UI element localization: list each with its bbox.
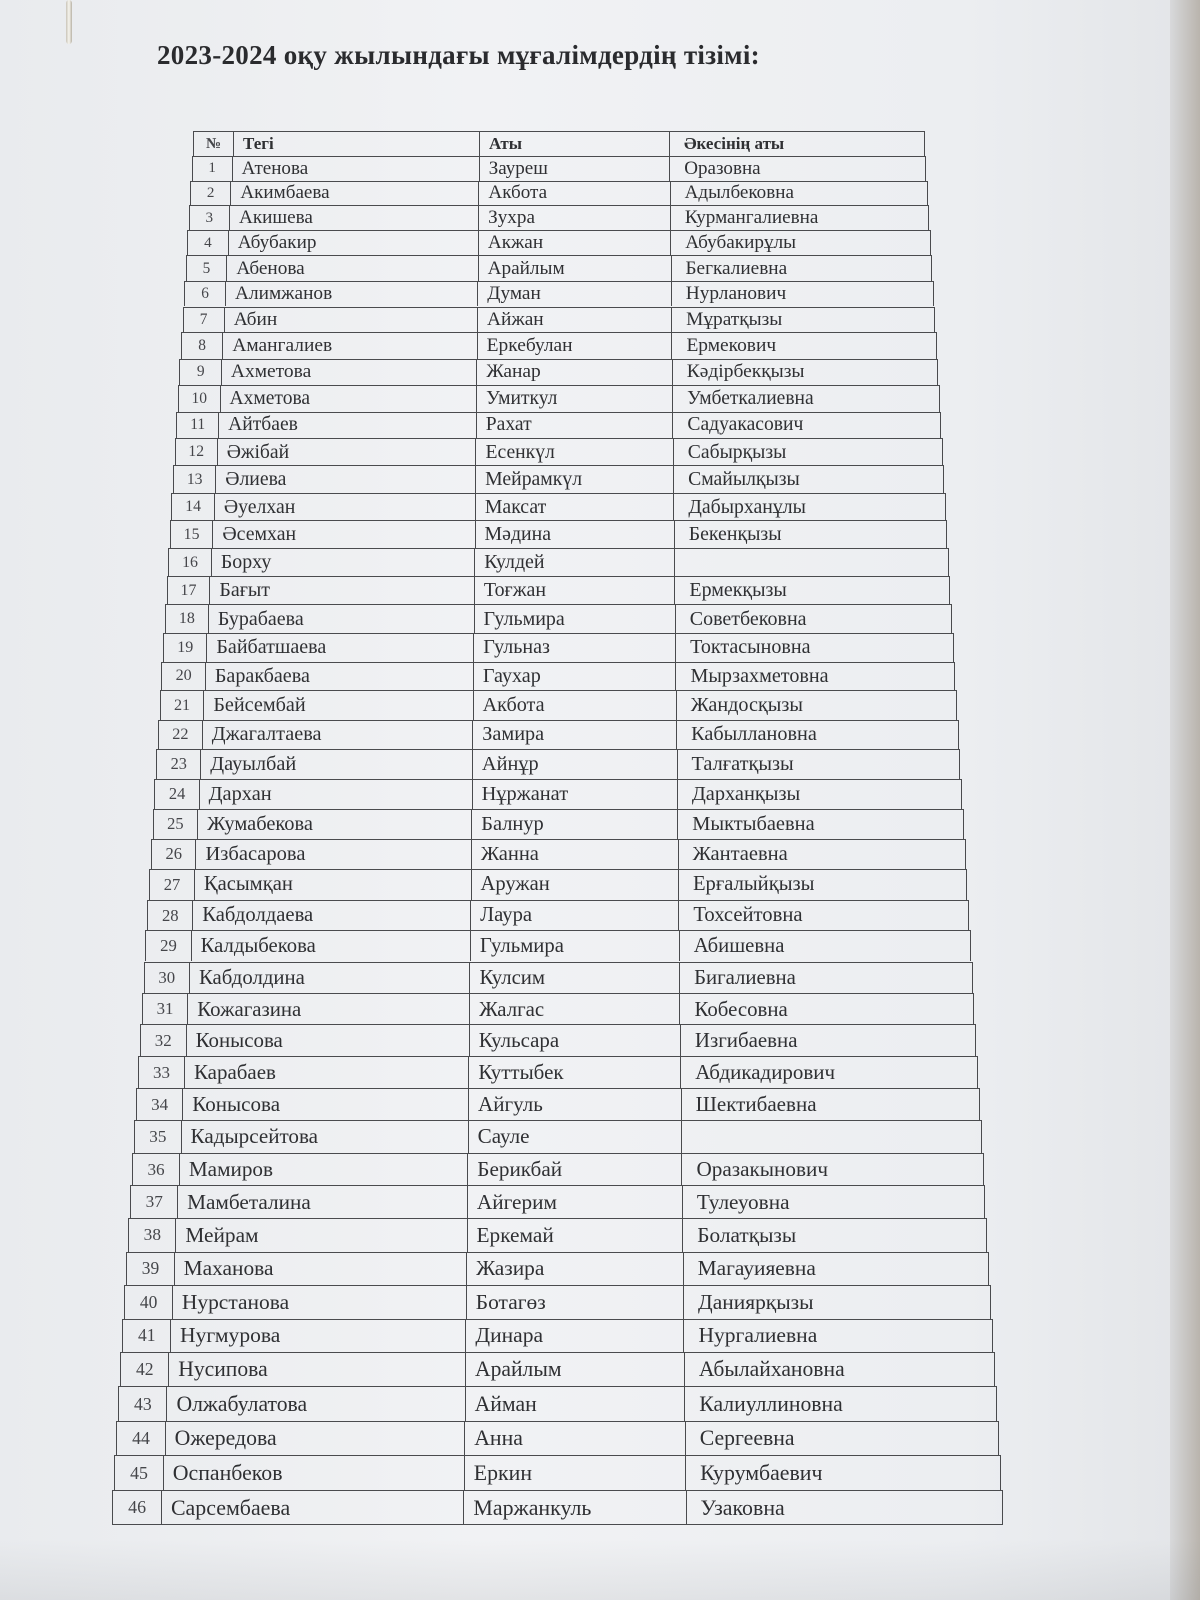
patronymic-cell xyxy=(681,1121,983,1152)
table-row xyxy=(153,809,964,839)
name-cell: Кулсим xyxy=(469,963,679,993)
row-number: 35 xyxy=(149,1126,167,1146)
name-cell: Гульмира xyxy=(470,931,679,961)
row-number: 42 xyxy=(136,1359,154,1380)
name-cell: Мейрамкүл xyxy=(475,466,673,492)
table-row xyxy=(181,332,937,358)
patronymic-cell: Жандосқызы xyxy=(676,691,958,719)
surname-cell: Мамиров xyxy=(179,1154,467,1186)
surname-cell: Ахметова xyxy=(221,360,476,385)
row-number: 21 xyxy=(173,696,191,715)
patronymic-cell: Узаковна xyxy=(686,1491,1004,1524)
name-cell: Акбота xyxy=(473,691,676,719)
patronymic-cell: Садуакасович xyxy=(672,413,942,439)
name-cell: Динара xyxy=(465,1320,683,1353)
surname-cell: Абин xyxy=(224,308,477,333)
row-number: 27 xyxy=(163,874,181,894)
name-cell: Замира xyxy=(472,721,676,749)
name-cell: Акбота xyxy=(478,182,669,206)
name-cell: Зухра xyxy=(478,206,670,230)
patronymic-cell: Абдикадирович xyxy=(680,1057,979,1088)
table-row xyxy=(167,576,951,604)
surname-cell: Кожагазина xyxy=(187,994,469,1025)
header-patronymic: Әкесінің аты xyxy=(669,132,926,156)
row-number: 5 xyxy=(202,259,211,277)
table-row xyxy=(156,749,960,779)
photo-shadow xyxy=(0,1540,1200,1600)
row-number: 3 xyxy=(205,209,214,227)
table-row xyxy=(173,465,944,492)
surname-cell: Алимжанов xyxy=(225,282,477,307)
patronymic-cell: Мыктыбаевна xyxy=(677,810,965,839)
surname-cell: Маханова xyxy=(174,1253,467,1285)
surname-cell: Акимбаева xyxy=(230,182,478,206)
patronymic-cell: Нурланович xyxy=(671,282,935,307)
patronymic-cell: Мұратқызы xyxy=(671,308,936,333)
name-cell: Куттыбек xyxy=(468,1057,680,1088)
surname-cell: Бурабаева xyxy=(208,605,474,632)
table-row xyxy=(145,930,970,961)
row-number: 37 xyxy=(145,1192,163,1212)
patronymic-cell: Абишевна xyxy=(679,931,972,961)
name-cell: Арайлым xyxy=(478,256,671,280)
row-number: 36 xyxy=(147,1159,165,1179)
table-row xyxy=(179,359,938,385)
surname-cell: Кабдолдаева xyxy=(192,901,470,931)
row-number: 33 xyxy=(152,1062,170,1082)
row-number: 45 xyxy=(130,1462,148,1483)
patronymic-cell: Кобесовна xyxy=(679,994,975,1025)
patronymic-cell: Ерғалыйқызы xyxy=(678,870,968,900)
patronymic-cell: Бегкалиевна xyxy=(671,256,934,280)
name-cell: Мәдина xyxy=(475,521,674,548)
row-number: 29 xyxy=(160,936,177,956)
patronymic-cell: Оразакынович xyxy=(681,1154,984,1186)
surname-cell: Мамбеталина xyxy=(177,1186,467,1218)
row-number: 12 xyxy=(188,443,205,461)
row-number: 18 xyxy=(178,610,195,628)
table-row xyxy=(158,720,959,749)
row-number: 19 xyxy=(177,638,194,656)
name-cell: Маржанкуль xyxy=(463,1491,685,1524)
surname-cell: Баракбаева xyxy=(205,663,473,691)
patronymic-cell: Сабырқызы xyxy=(673,439,944,465)
patronymic-cell: Абылайхановна xyxy=(684,1353,996,1386)
surname-cell: Сарсембаева xyxy=(161,1491,463,1524)
name-cell: Лаура xyxy=(470,901,678,931)
surname-cell: Абенова xyxy=(226,256,477,280)
background-edge xyxy=(1170,0,1200,1600)
surname-cell: Нусипова xyxy=(168,1353,465,1386)
patronymic-cell: Ермекқызы xyxy=(674,577,951,604)
row-number: 8 xyxy=(198,336,207,354)
patronymic-cell: Ермекович xyxy=(671,333,937,358)
name-cell: Думан xyxy=(477,282,671,307)
patronymic-cell: Токтасыновна xyxy=(675,634,955,662)
surname-cell: Ахметова xyxy=(220,386,477,412)
patronymic-cell: Жантаевна xyxy=(678,840,967,869)
table-row xyxy=(144,962,973,993)
name-cell: Айжан xyxy=(477,308,671,333)
patronymic-cell: Талғатқызы xyxy=(677,750,962,779)
row-number: 43 xyxy=(134,1393,152,1414)
name-cell: Арайлым xyxy=(465,1353,684,1386)
row-number: 9 xyxy=(196,363,205,381)
name-cell: Гульназ xyxy=(473,634,675,662)
row-number: 4 xyxy=(204,234,212,252)
patronymic-cell: Магауияевна xyxy=(683,1253,991,1285)
table-row xyxy=(112,1490,1003,1525)
table-row xyxy=(128,1218,987,1251)
table-row xyxy=(126,1252,989,1285)
patronymic-cell: Абубакирұлы xyxy=(670,231,931,255)
row-number: 31 xyxy=(156,999,174,1019)
table-row xyxy=(160,690,957,719)
row-number: 28 xyxy=(161,905,179,925)
name-cell: Гульмира xyxy=(474,605,675,632)
surname-cell: Олжабулатова xyxy=(166,1387,464,1420)
surname-cell: Айтбаев xyxy=(218,413,476,439)
surname-cell: Жумабекова xyxy=(197,810,471,839)
surname-cell: Конысова xyxy=(182,1089,468,1120)
patronymic-cell: Дабырханұлы xyxy=(673,494,946,521)
name-cell: Сауле xyxy=(468,1121,681,1152)
patronymic-cell: Нургалиевна xyxy=(683,1320,994,1353)
row-number: 22 xyxy=(172,725,189,744)
row-number: 44 xyxy=(132,1428,150,1449)
surname-cell: Ожередова xyxy=(165,1422,465,1456)
patronymic-cell xyxy=(674,549,950,576)
row-number: 23 xyxy=(170,754,187,774)
table-row xyxy=(147,900,969,931)
patronymic-cell: Шектибаевна xyxy=(681,1089,981,1120)
patronymic-cell: Дарханқызы xyxy=(677,780,963,809)
table-row xyxy=(176,412,941,439)
surname-cell: Избасарова xyxy=(195,840,470,869)
header-surname: Тегі xyxy=(233,132,479,156)
surname-cell: Борху xyxy=(211,549,474,576)
name-cell: Еркин xyxy=(464,1456,685,1490)
surname-cell: Амангалиев xyxy=(222,333,476,358)
row-number: 11 xyxy=(190,416,206,434)
patronymic-cell: Курмангалиевна xyxy=(670,206,930,230)
table-row xyxy=(189,205,930,230)
table-row xyxy=(183,307,935,333)
row-number: 38 xyxy=(143,1225,161,1245)
name-cell: Умиткул xyxy=(476,386,672,412)
row-number: 25 xyxy=(167,814,184,834)
table-row xyxy=(114,1455,1001,1490)
name-cell: Айнұр xyxy=(472,750,677,779)
surname-cell: Карабаев xyxy=(184,1057,468,1088)
patronymic-cell: Бигалиевна xyxy=(679,963,973,993)
surname-cell: Оспанбеков xyxy=(163,1456,464,1490)
row-number: 14 xyxy=(185,498,202,516)
table-row xyxy=(165,604,952,632)
surname-cell: Акишева xyxy=(229,206,478,230)
row-number: 40 xyxy=(139,1291,158,1312)
name-cell: Есенкүл xyxy=(475,439,672,465)
row-number: 17 xyxy=(180,581,197,599)
row-number: 1 xyxy=(208,160,216,177)
name-cell: Жазира xyxy=(466,1253,682,1285)
page-title: 2023-2024 оқу жылындағы мұғалімдердің тізімі: xyxy=(157,40,760,70)
patronymic-cell: Кабыллановна xyxy=(676,721,960,749)
name-cell: Кулдей xyxy=(474,549,674,576)
surname-cell: Кадырсейтова xyxy=(181,1121,468,1152)
name-cell: Жанар xyxy=(476,360,671,385)
patronymic-cell: Оразовна xyxy=(669,157,927,181)
name-cell: Анна xyxy=(464,1422,684,1456)
name-cell: Акжан xyxy=(478,231,670,255)
table-row xyxy=(136,1088,980,1120)
patronymic-cell: Сергеевна xyxy=(685,1422,1000,1456)
surname-cell: Кабдолдина xyxy=(189,963,470,993)
table-row xyxy=(187,230,931,255)
surname-cell: Мейрам xyxy=(175,1219,466,1251)
surname-cell: Бейсембай xyxy=(203,691,472,719)
row-number: 13 xyxy=(186,470,203,488)
patronymic-cell: Тулеуовна xyxy=(682,1186,987,1218)
table-header-row xyxy=(193,131,925,156)
surname-cell: Нугмурова xyxy=(170,1320,465,1353)
surname-cell: Дауылбай xyxy=(200,750,472,779)
patronymic-cell: Тохсейтовна xyxy=(678,901,970,931)
surname-cell: Атенова xyxy=(232,157,479,181)
table-row xyxy=(190,181,928,206)
table-row xyxy=(178,385,940,412)
surname-cell: Әсемхан xyxy=(212,521,474,548)
name-cell: Гаухар xyxy=(473,663,676,691)
header-number: № xyxy=(205,135,222,152)
surname-cell: Калдыбекова xyxy=(191,931,470,961)
surname-cell: Қасымқан xyxy=(194,870,471,900)
patronymic-cell: Мырзахметовна xyxy=(675,663,956,691)
name-cell: Айман xyxy=(465,1387,685,1420)
table-row xyxy=(132,1153,983,1186)
surname-cell: Абубакир xyxy=(228,231,478,255)
name-cell: Кульсара xyxy=(469,1025,680,1056)
table-row xyxy=(124,1285,991,1319)
table-row xyxy=(192,156,927,181)
patronymic-cell: Даниярқызы xyxy=(683,1286,992,1319)
surname-cell: Джагалтаева xyxy=(202,721,472,749)
table-row xyxy=(116,1421,999,1456)
table-row xyxy=(130,1185,985,1218)
row-number: 15 xyxy=(183,525,200,543)
table-row xyxy=(186,255,933,280)
row-number: 46 xyxy=(128,1497,147,1518)
row-number: 24 xyxy=(168,784,186,804)
patronymic-cell: Советбековна xyxy=(675,605,953,632)
table-row xyxy=(163,633,954,662)
patronymic-cell: Адылбековна xyxy=(670,182,929,206)
surname-cell: Бағыт xyxy=(209,577,473,604)
patronymic-cell: Калиуллиновна xyxy=(684,1387,998,1420)
patronymic-cell: Смайылқызы xyxy=(673,466,945,492)
row-number: 10 xyxy=(191,389,207,407)
table-row xyxy=(140,1024,976,1056)
row-number: 16 xyxy=(182,553,198,571)
name-cell: Максат xyxy=(475,494,674,521)
table-row xyxy=(170,520,947,548)
surname-cell: Байбатшаева xyxy=(206,634,473,662)
patronymic-cell: Бекенқызы xyxy=(674,521,949,548)
surname-cell: Әлиева xyxy=(215,466,475,492)
surname-cell: Нурстанова xyxy=(172,1286,466,1319)
name-cell: Аружан xyxy=(471,870,678,900)
surname-cell: Әжібай xyxy=(217,439,476,465)
patronymic-cell: Болатқызы xyxy=(682,1219,988,1251)
table-row xyxy=(138,1056,978,1088)
table-row xyxy=(161,662,955,691)
table-row xyxy=(175,438,943,465)
name-cell: Еркемай xyxy=(467,1219,683,1251)
row-number: 30 xyxy=(158,967,176,987)
name-cell: Еркебулан xyxy=(477,333,672,358)
table-row xyxy=(151,839,966,869)
row-number: 34 xyxy=(151,1094,169,1114)
row-number: 32 xyxy=(154,1030,172,1050)
patronymic-cell: Кәдірбекқызы xyxy=(672,360,939,385)
table-row xyxy=(120,1352,995,1386)
name-cell: Айгерим xyxy=(467,1186,682,1218)
table-row xyxy=(118,1386,997,1420)
name-cell: Зауреш xyxy=(479,157,670,181)
table-row xyxy=(122,1319,993,1353)
patronymic-cell: Изгибаевна xyxy=(680,1025,977,1056)
row-number: 39 xyxy=(141,1258,160,1279)
header-name: Аты xyxy=(479,132,669,156)
patronymic-cell: Умбеткалиевна xyxy=(672,386,940,412)
table-row xyxy=(142,993,975,1025)
row-number: 41 xyxy=(137,1325,156,1346)
name-cell: Ботагөз xyxy=(466,1286,683,1319)
row-number: 26 xyxy=(165,844,182,864)
row-number: 2 xyxy=(206,184,215,201)
surname-cell: Әуелхан xyxy=(214,494,475,521)
name-cell: Жалгас xyxy=(469,994,679,1025)
table-row xyxy=(149,869,967,900)
name-cell: Жанна xyxy=(471,840,678,869)
name-cell: Рахат xyxy=(476,413,673,439)
name-cell: Берикбай xyxy=(467,1154,681,1186)
table-row xyxy=(134,1120,982,1152)
table-row xyxy=(184,281,933,307)
row-number: 6 xyxy=(201,285,209,303)
table-row xyxy=(154,779,962,809)
table-row xyxy=(168,548,949,576)
name-cell: Айгуль xyxy=(468,1089,681,1120)
row-number: 20 xyxy=(175,667,192,685)
row-number: 7 xyxy=(199,310,208,328)
table-row xyxy=(171,493,945,521)
name-cell: Балнур xyxy=(471,810,677,839)
name-cell: Нұржанат xyxy=(472,780,677,809)
patronymic-cell: Курумбаевич xyxy=(685,1456,1002,1490)
paper-pin xyxy=(66,0,72,44)
name-cell: Тоғжан xyxy=(474,577,675,604)
surname-cell: Конысова xyxy=(186,1025,469,1056)
surname-cell: Дархан xyxy=(199,780,472,809)
